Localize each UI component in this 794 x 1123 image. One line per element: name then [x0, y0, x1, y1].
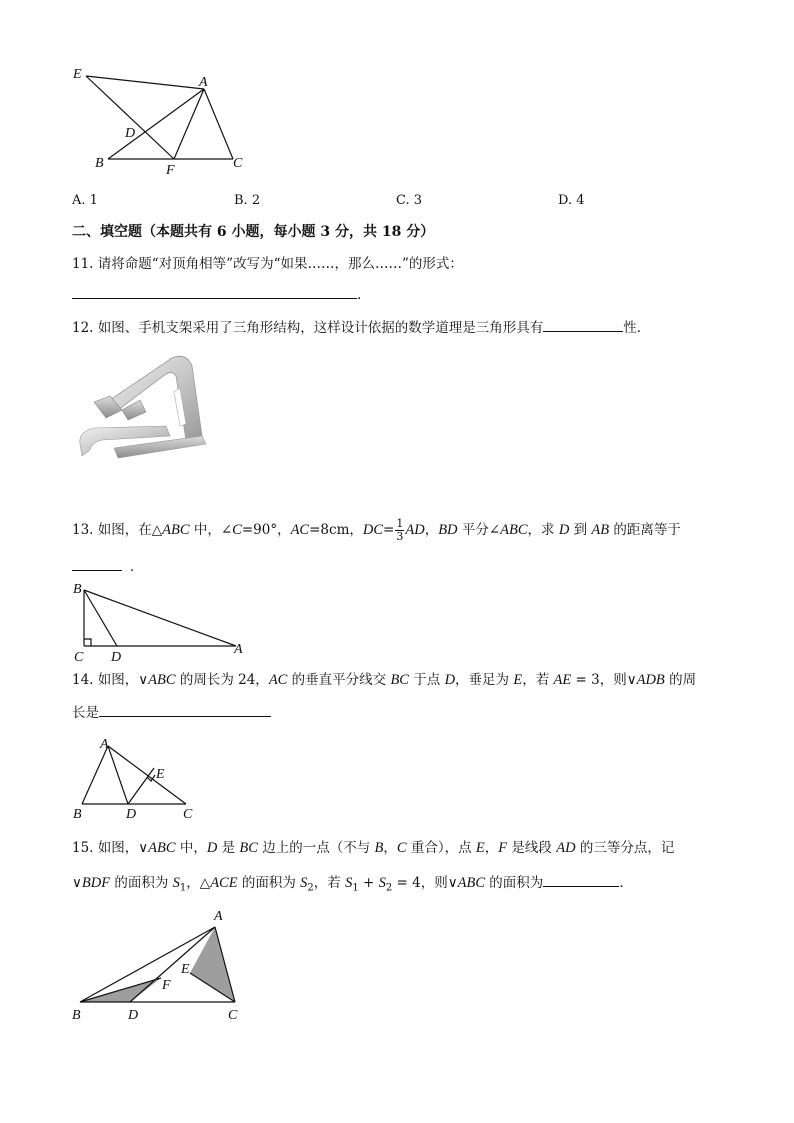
question-13-answer-line: ． — [72, 556, 144, 577]
answer-blank[interactable] — [543, 872, 619, 887]
label-A: A — [214, 909, 223, 924]
option-c: C. 3 — [396, 193, 423, 208]
figure-q13 — [70, 580, 250, 664]
label-C: C — [183, 807, 193, 822]
question-12: 12. 如图、手机支架采用了三角形结构，这样设计依据的数学道理是三角形具有 性． — [72, 317, 650, 338]
label-E: E — [73, 67, 82, 82]
label-A: A — [100, 737, 109, 752]
label-B: B — [95, 156, 104, 171]
figure-q10 — [70, 66, 260, 178]
question-11: 11. 请将命题“对顶角相等”改写为“如果……，那么……”的形式： — [72, 256, 463, 272]
section-title: 二、填空题（本题共有 6 小题，每小题 3 分，共 18 分） — [72, 224, 435, 240]
answer-blank[interactable] — [72, 556, 122, 571]
label-C: C — [233, 156, 243, 171]
label-B: B — [73, 807, 82, 822]
label-A: A — [234, 642, 243, 657]
label-E: E — [181, 962, 190, 977]
answer-blank[interactable] — [543, 317, 623, 332]
label-C: C — [74, 650, 84, 664]
answer-blank[interactable] — [99, 702, 271, 717]
label-C: C — [228, 1008, 238, 1023]
figure-q15 — [68, 905, 258, 1025]
option-b: B. 2 — [234, 193, 261, 208]
question-13: 13. 如图，在△ABC 中，∠C=90°，AC=8cm，DC= $\frac{1}{3}$ AD，BD 平分∠ABC，求 D 到 AB 的距离等于 — [72, 517, 681, 543]
answer-blank[interactable] — [72, 284, 357, 299]
option-a: A. 1 — [72, 193, 98, 208]
label-D: D — [111, 650, 122, 664]
question-15-line2: ∨BDF 的面积为 $S_1$，△ACE 的面积为 $S_2$，若 $S_1 + S_2 = 4$，则∨ABC 的面积为 ． — [72, 872, 633, 899]
label-B: B — [73, 582, 82, 597]
question-15: 15. 如图，∨ABC 中，D 是 BC 边上的一点（不与 B，C 重合），点 E，F 是线段 AD 的三等分点，记 — [72, 840, 675, 856]
figure-q14 — [70, 734, 210, 824]
option-d: D. 4 — [558, 193, 585, 208]
label-D: D — [125, 126, 136, 141]
label-D: D — [126, 807, 137, 822]
question-11-answer-line: . — [72, 284, 361, 305]
question-14-line2: 长是 — [72, 702, 271, 723]
label-E: E — [156, 767, 165, 782]
question-14: 14. 如图，∨ABC 的周长为 24，AC 的垂直平分线交 BC 于点 D，垂足为 E，若 AE = 3，则∨ADB 的周 — [72, 672, 697, 688]
fraction-one-third: $\frac{1}{3}$ — [396, 517, 404, 543]
label-B: B — [72, 1008, 81, 1023]
label-F: F — [162, 978, 171, 993]
phone-stand-image — [74, 352, 214, 470]
label-A: A — [199, 75, 208, 90]
label-D: D — [128, 1008, 139, 1023]
label-F: F — [166, 163, 175, 178]
